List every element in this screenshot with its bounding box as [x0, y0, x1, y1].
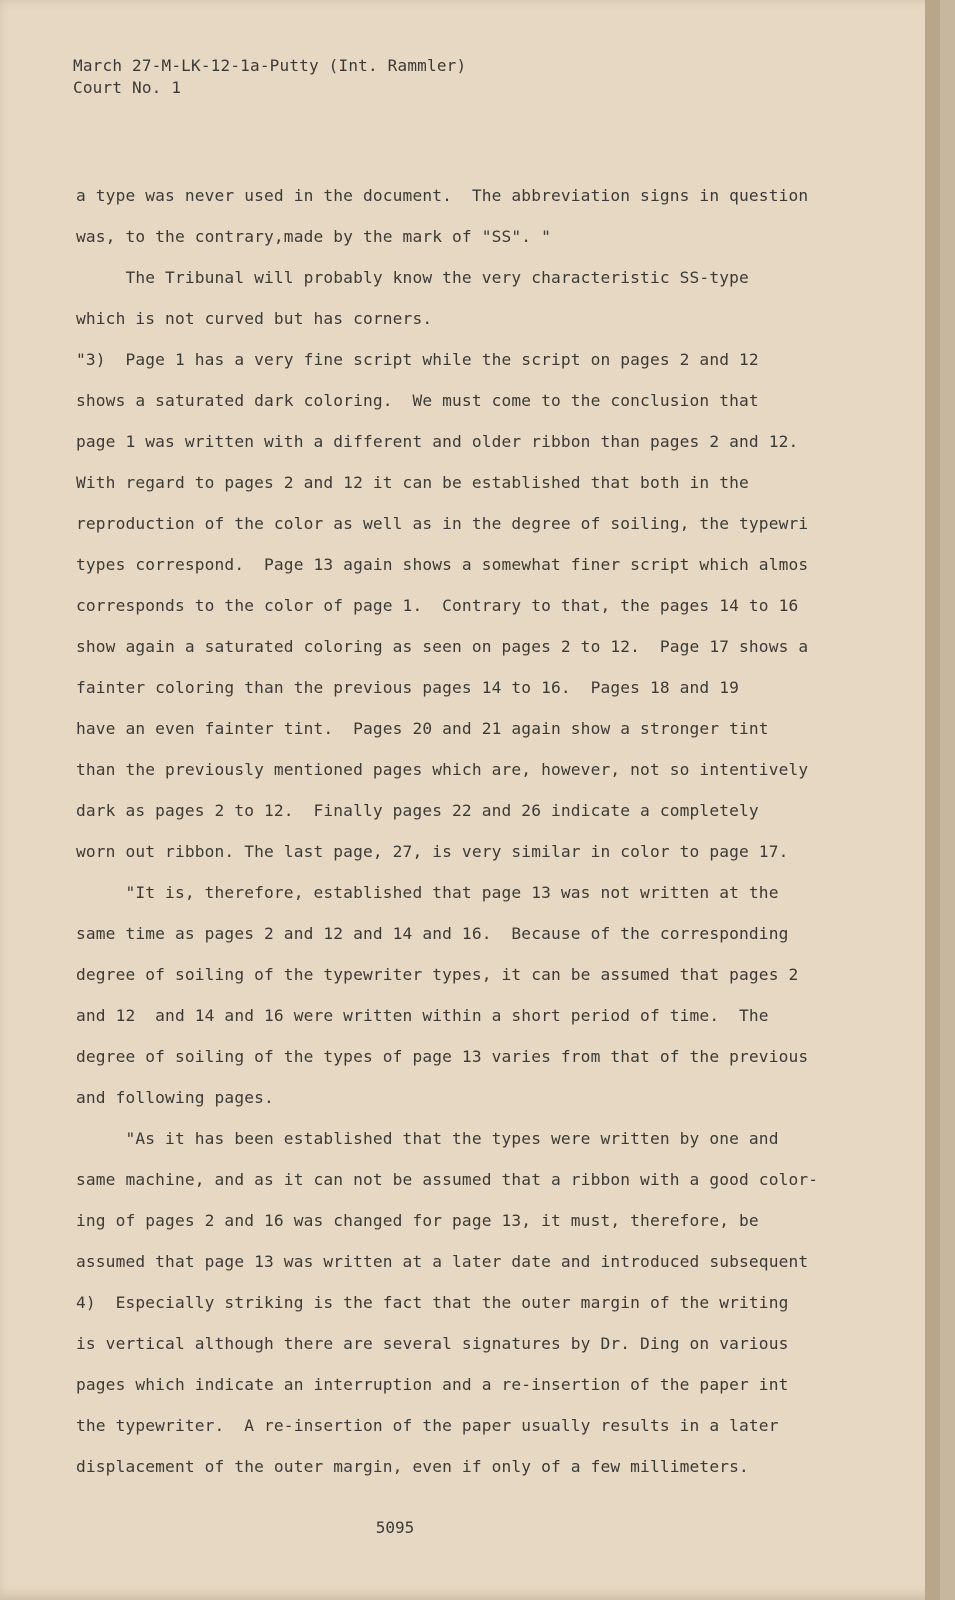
text-line: show again a saturated coloring as seen on pages 2 to 12. Page 17 shows a [76, 637, 809, 656]
text-line: With regard to pages 2 and 12 it can be established that both in the [76, 473, 749, 492]
text-line: 4) Especially striking is the fact that the outer margin of the writing [76, 1293, 789, 1312]
text-line: assumed that page 13 was written at a later date and introduced subsequent [76, 1252, 809, 1271]
text-line: fainter coloring than the previous pages 14 to 16. Pages 18 and 19 [76, 678, 740, 697]
text-line: the typewriter. A re-insertion of the paper usually results in a later [76, 1416, 779, 1435]
header-line-case: March 27-M-LK-12-1a-Putty (Int. Rammler) [73, 56, 467, 75]
text-line: page 1 was written with a different and older ribbon than pages 2 and 12. [76, 432, 799, 451]
text-line: which is not curved but has corners. [76, 309, 433, 328]
text-line: worn out ribbon. The last page, 27, is very similar in color to page 17. [76, 842, 789, 861]
text-line: corresponds to the color of page 1. Contrary to that, the pages 14 to 16 [76, 596, 799, 615]
text-line: "It is, therefore, established that page 13 was not written at the [76, 883, 779, 902]
text-line: ing of pages 2 and 16 was changed for page 13, it must, therefore, be [76, 1211, 759, 1230]
text-line: same time as pages 2 and 12 and 14 and 16. Because of the corresponding [76, 924, 789, 943]
text-line: and following pages. [76, 1088, 274, 1107]
text-line: dark as pages 2 to 12. Finally pages 22 and 26 indicate a completely [76, 801, 759, 820]
text-line: displacement of the outer margin, even if only of a few millimeters. [76, 1457, 749, 1476]
text-line: The Tribunal will probably know the very characteristic SS-type [76, 268, 749, 287]
text-line: degree of soiling of the typewriter types, it can be assumed that pages 2 [76, 965, 799, 984]
text-line: degree of soiling of the types of page 13 varies from that of the previous [76, 1047, 809, 1066]
text-line: and 12 and 14 and 16 were written within a short period of time. The [76, 1006, 769, 1025]
text-line: reproduction of the color as well as in the degree of soiling, the typewri [76, 514, 809, 533]
header-line-court: Court No. 1 [73, 78, 182, 97]
document-body [76, 175, 856, 1487]
text-line: pages which indicate an interruption and a re-insertion of the paper int [76, 1375, 789, 1394]
page-edge [925, 0, 940, 1600]
text-line: types correspond. Page 13 again shows a somewhat finer script which almos [76, 555, 809, 574]
text-line: than the previously mentioned pages which are, however, not so intentively [76, 760, 809, 779]
page-number: 5095 [375, 1518, 415, 1537]
text-line: "3) Page 1 has a very fine script while the script on pages 2 and 12 [76, 350, 759, 369]
text-line: "As it has been established that the types were written by one and [76, 1129, 779, 1148]
text-line: same machine, and as it can not be assumed that a ribbon with a good color- [76, 1170, 819, 1189]
text-line: is vertical although there are several signatures by Dr. Ding on various [76, 1334, 789, 1353]
text-line: shows a saturated dark coloring. We must come to the conclusion that [76, 391, 759, 410]
text-line: have an even fainter tint. Pages 20 and 21 again show a stronger tint [76, 719, 769, 738]
document-header [73, 55, 466, 99]
text-line: a type was never used in the document. The abbreviation signs in question [76, 186, 809, 205]
text-line: was, to the contrary,made by the mark of "SS". " [76, 227, 551, 246]
